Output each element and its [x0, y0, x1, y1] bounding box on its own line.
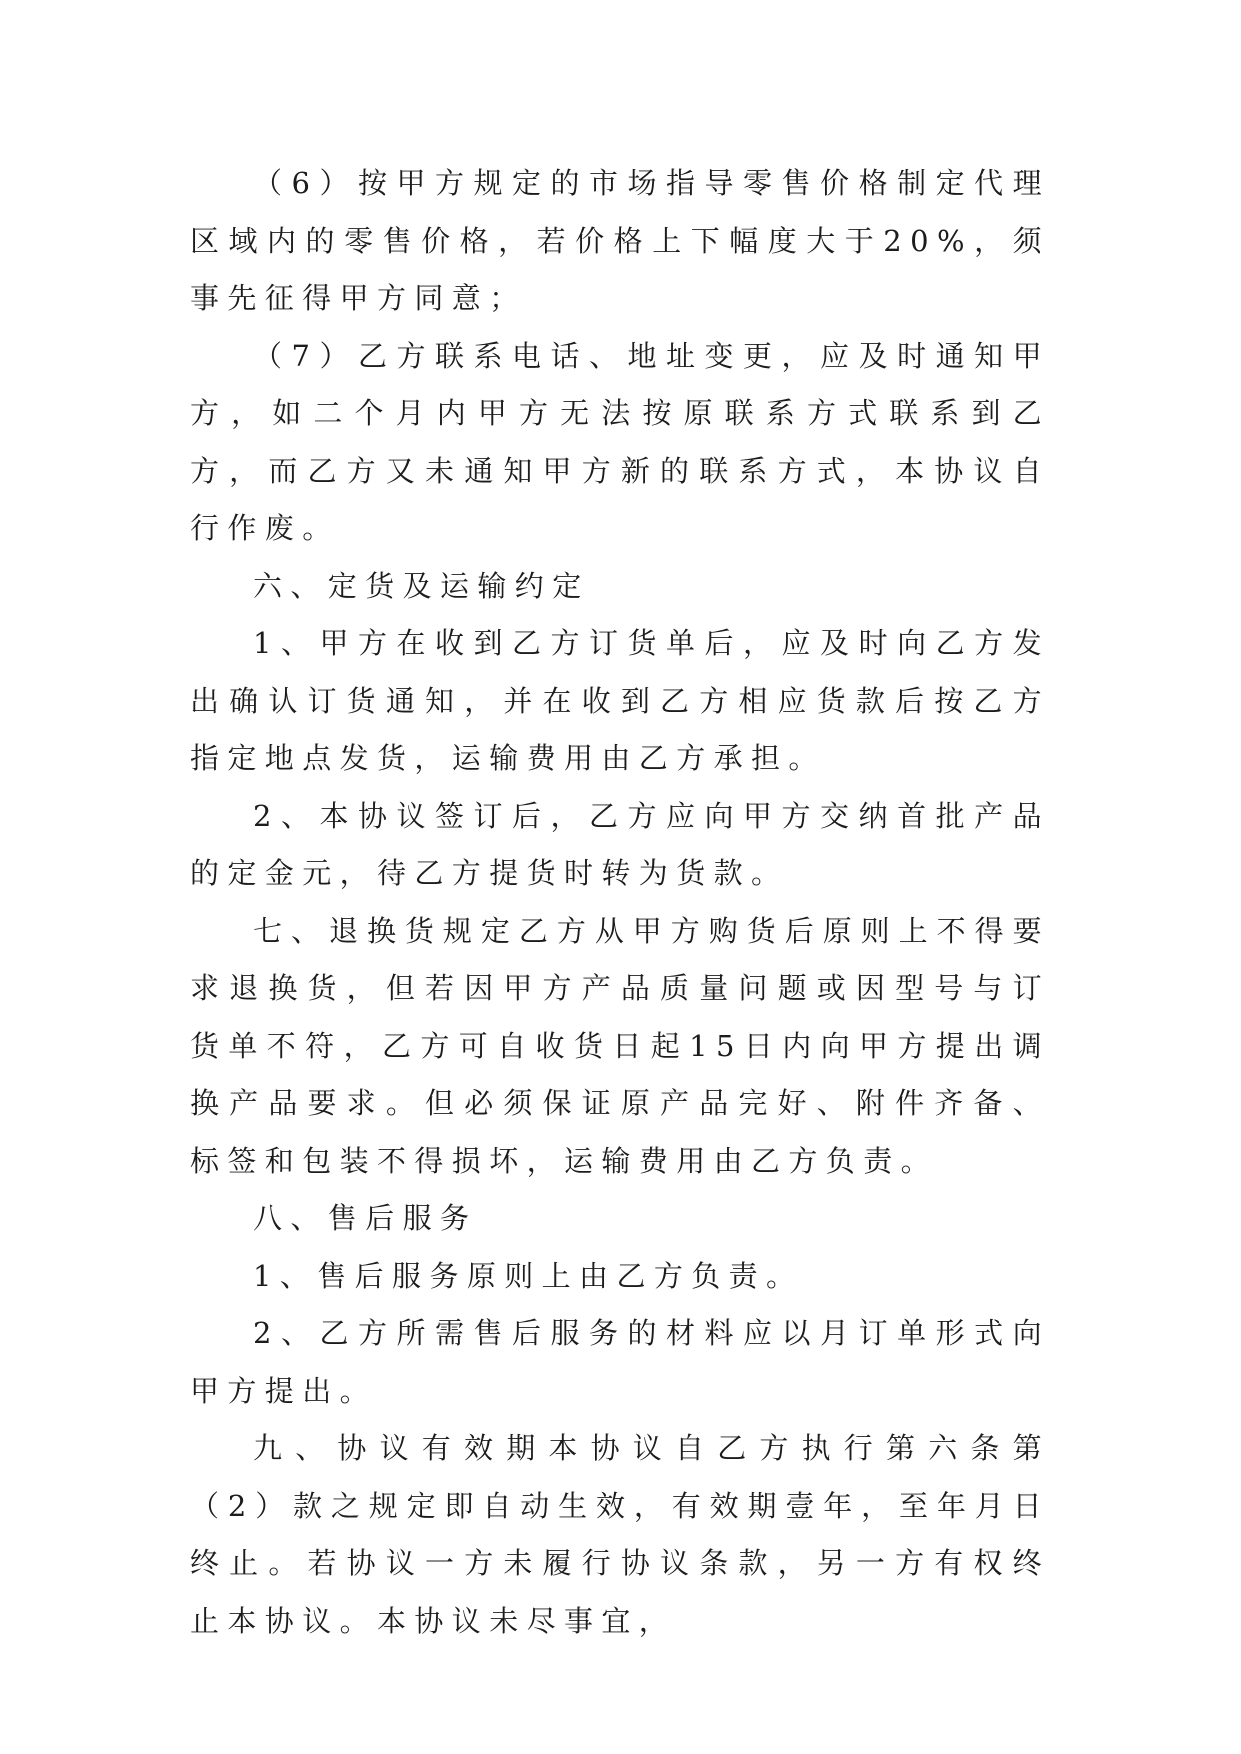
section-heading-ordering-transport: 六、定货及运输约定: [253, 568, 590, 603]
document-body: [190, 155, 1050, 1650]
paragraph-clause-6: （6）按甲方规定的市场指导零售价格制定代理区域内的零售价格，若价格上下幅度大于20%，须事先征得甲方同意；: [190, 166, 1050, 315]
paragraph-validity: 九、协议有效期本协议自乙方执行第六条第（2）款之规定即自动生效，有效期壹年，至年月日终止。若协议一方未履行协议条款，另一方有权终止本协议。本协议未尽事宜，: [190, 1431, 1050, 1638]
paragraph-ordering-1: 1、甲方在收到乙方订货单后，应及时向乙方发出确认订货通知，并在收到乙方相应货款后按乙方指定地点发货，运输费用由乙方承担。: [190, 626, 1050, 775]
paragraph-clause-7: （7）乙方联系电话、地址变更，应及时通知甲方，如二个月内甲方无法按原联系方式联系到乙方，而乙方又未通知甲方新的联系方式，本协议自行作废。: [190, 338, 1050, 545]
paragraph-returns: 七、退换货规定乙方从甲方购货后原则上不得要求退换货，但若因甲方产品质量问题或因型号与订货单不符，乙方可自收货日起15日内向甲方提出调换产品要求。但必须保证原产品完好、附件齐备、标签和包装不得损坏，运输费用由乙方负责。: [190, 913, 1050, 1178]
paragraph-after-sales-1: 1、售后服务原则上由乙方负责。: [253, 1258, 804, 1293]
paragraph-after-sales-2: 2、乙方所需售后服务的材料应以月订单形式向甲方提出。: [190, 1316, 1050, 1408]
paragraph-ordering-2: 2、本协议签订后，乙方应向甲方交纳首批产品的定金元，待乙方提货时转为货款。: [190, 798, 1050, 890]
section-heading-after-sales: 八、售后服务: [253, 1201, 478, 1235]
